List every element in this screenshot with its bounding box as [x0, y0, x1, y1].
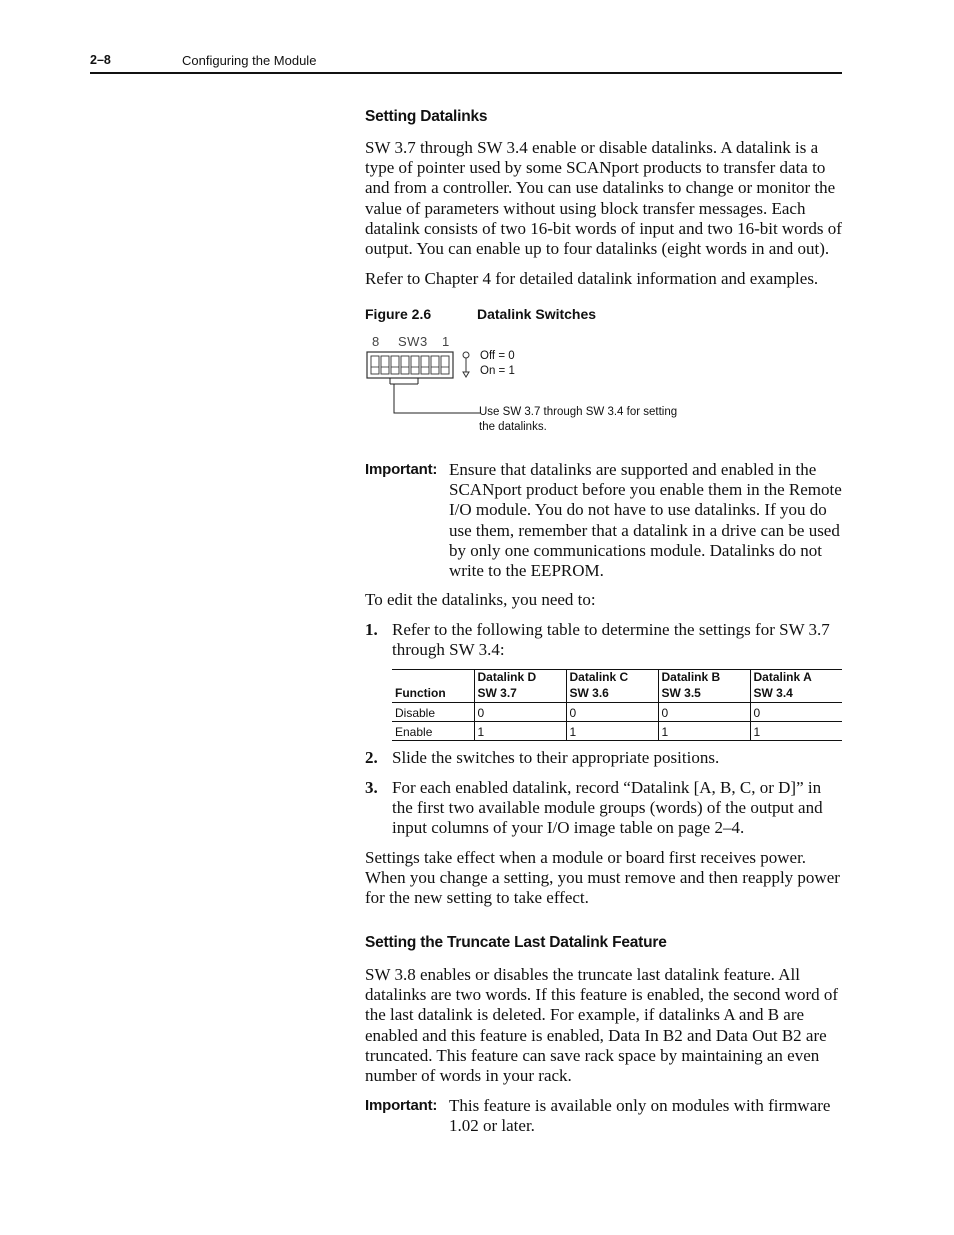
edit-intro: To edit the datalinks, you need to: [365, 590, 596, 609]
section-heading-datalinks: Setting Datalinks [365, 108, 488, 125]
step-text: For each enabled datalink, record “Datalink [A, B, C, or D]” in the first two available module groups (words) of the output and input columns of your I/O image table on page 2–4. [392, 778, 823, 838]
table-cell: 0 [566, 703, 658, 722]
table-cell: 0 [658, 703, 750, 722]
switch-right-number: 1 [442, 334, 450, 349]
table-cell: 1 [474, 722, 566, 741]
step-number: 3. [365, 778, 378, 797]
switch-left-number: 8 [372, 334, 380, 349]
off-legend: Off = 0 [480, 350, 515, 362]
table-header-datalink-c: Datalink C SW 3.6 [566, 670, 658, 703]
table-header-datalink-d: Datalink D SW 3.7 [474, 670, 566, 703]
figure-callout: Use SW 3.7 through SW 3.4 for setting the datalinks. [479, 406, 678, 433]
step-text: Refer to the following table to determine the settings for SW 3.7 through SW 3.4: [392, 620, 830, 660]
table-header-function: Function [395, 685, 446, 700]
switch-name: SW3 [398, 334, 428, 349]
table-cell: 0 [750, 703, 842, 722]
paragraph-truncate: SW 3.8 enables or disables the truncate last datalink feature. All datalinks are two words. If this feature is enabled, the second word of the last datalink is deleted. For example, if datalinks A and B are enabled and this feature is enabled, Data In B2 and Data Out B2 are truncated. This feature can save rack space by maintaining an even number of words in your rack. [365, 965, 839, 1086]
figure-title: Datalink Switches [477, 306, 597, 322]
table-header-datalink-b: Datalink B SW 3.5 [658, 670, 750, 703]
dip-switch-3 [421, 356, 429, 374]
dip-switch-7 [381, 356, 389, 374]
important-note-firmware: This feature is available only on modules with firmware 1.02 or later. [449, 1096, 831, 1136]
step-text: Slide the switches to their appropriate positions. [392, 748, 720, 767]
table-cell-function: Disable [392, 703, 474, 722]
dip-switch-2 [431, 356, 439, 374]
dip-switch-5 [401, 356, 409, 374]
table-header-datalink-a: Datalink A SW 3.4 [750, 670, 842, 703]
on-legend: On = 1 [480, 365, 515, 377]
step-number: 1. [365, 620, 378, 639]
important-label: Important: [365, 1097, 438, 1114]
section-heading-truncate: Setting the Truncate Last Datalink Feature [365, 934, 667, 951]
dip-switch-housing [367, 352, 453, 378]
running-title: Configuring the Module [182, 53, 317, 68]
page-header [90, 52, 842, 74]
paragraph-chapter-ref: Refer to Chapter 4 for detailed datalink information and examples. [365, 269, 819, 288]
table-cell: 1 [658, 722, 750, 741]
dip-switch-8 [371, 356, 379, 374]
page-number: 2–8 [90, 53, 111, 67]
important-note-datalinks: Ensure that datalinks are supported and enabled in the SCANport product before you enable them in the Remote I/O module. You do not have to use datalinks. If you do use them, remember that a datalink in a drive can be used by only one communications module. Datalinks do not write to the EEPROM. [449, 460, 842, 581]
table-row [392, 722, 842, 741]
settings-note: Settings take effect when a module or board first receives power. When you change a setting, you must remove and then reapply power for the new setting to take effect. [365, 848, 840, 908]
off-on-indicator-icon [463, 352, 469, 377]
step-number: 2. [365, 748, 378, 767]
table-cell: 0 [474, 703, 566, 722]
paragraph-datalinks-intro: SW 3.7 through SW 3.4 enable or disable datalinks. A datalink is a type of pointer used by some SCANport products to transfer data to and from a controller. You can use datalinks to change or monitor the value of parameters without using block transfer messages. Each datalink consists of two 16-bit words of input and two 16-bit words of output. You can enable up to four datalinks (eight words in and out). [365, 138, 842, 259]
callout-bracket [388, 376, 484, 416]
table-row [392, 703, 842, 722]
dip-switch-4 [411, 356, 419, 374]
table-cell-function: Enable [392, 722, 474, 741]
table-header-row [392, 670, 842, 703]
dip-switch-1 [441, 356, 449, 374]
table-cell: 1 [750, 722, 842, 741]
figure-label: Figure 2.6 [365, 306, 432, 322]
table-cell: 1 [566, 722, 658, 741]
important-label: Important: [365, 461, 438, 478]
dip-switch-6 [391, 356, 399, 374]
datalink-switch-table [392, 669, 842, 741]
